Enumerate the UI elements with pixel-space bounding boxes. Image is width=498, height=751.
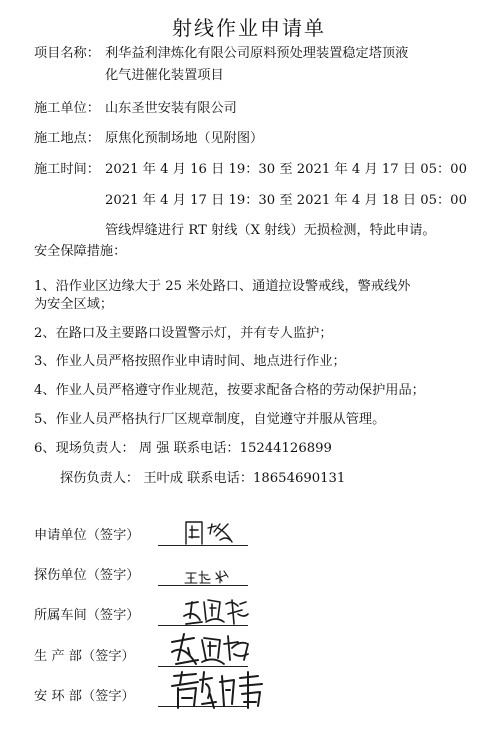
construction-unit-value: 山东圣世安装有限公司	[105, 101, 237, 116]
construction-unit-label: 施工单位：	[34, 101, 100, 116]
time-line-2: 2021 年 4 月 17 日 19：30 至 2021 年 4 月 18 日 05：00	[105, 193, 467, 208]
measure-2: 2、在路口及主要路口设置警示灯，并有专人监护；	[34, 326, 333, 341]
measure-1: 1、沿作业区边缘大于 25 米处路口、通道拉设警戒线，警戒线外	[34, 279, 411, 294]
handwritten-signature-applicant	[180, 518, 250, 548]
measure-5: 5、作业人员严格执行厂区规章制度，自觉遵守并服从管理。	[34, 412, 386, 427]
signature-label-production: 生 产 部（签字）	[34, 649, 135, 664]
measure-4: 4、作业人员严格遵守作业规范，按要求配备合格的劳动保护用品；	[34, 383, 425, 398]
measure-3: 3、作业人员严格按照作业申请时间、地点进行作业；	[34, 354, 346, 369]
safety-heading: 安全保障措施：	[34, 244, 127, 259]
site-value: 原焦化预制场地（见附图）	[105, 131, 264, 146]
measure-6-site-lead: 6、现场负责人： 周 强 联系电话：15244126899	[34, 441, 332, 456]
time-line-1: 2021 年 4 月 16 日 19：30 至 2021 年 4 月 17 日 05：00	[105, 162, 467, 177]
measure-1-cont: 为安全区域；	[34, 297, 114, 312]
signature-label-applicant: 申请单位（签字）	[34, 528, 140, 543]
handwritten-signature-inspection	[182, 567, 242, 587]
time-label: 施工时间：	[34, 162, 100, 177]
measure-6-inspection-lead: 探伤负责人： 王叶成 联系电话：18654690131	[60, 471, 346, 486]
handwritten-signature-workshop	[182, 596, 262, 628]
project-name-line-2: 化气进催化装置项目	[105, 68, 224, 83]
signature-label-workshop: 所属车间（签字）	[34, 608, 140, 623]
statement: 管线焊缝进行 RT 射线（X 射线）无损检测，特此申请。	[105, 223, 436, 238]
signature-label-safety-env: 安 环 部（签字）	[34, 689, 135, 704]
page-title: 射线作业申请单	[172, 16, 326, 40]
handwritten-signature-production	[168, 630, 258, 670]
project-name-line-1: 利华益利津炼化有限公司原料预处理装置稳定塔顶液	[105, 46, 409, 61]
handwritten-signature-safety-env	[168, 668, 278, 712]
project-label: 项目名称：	[34, 46, 100, 61]
signature-label-inspection: 探伤单位（签字）	[34, 568, 140, 583]
site-label: 施工地点：	[34, 131, 100, 146]
